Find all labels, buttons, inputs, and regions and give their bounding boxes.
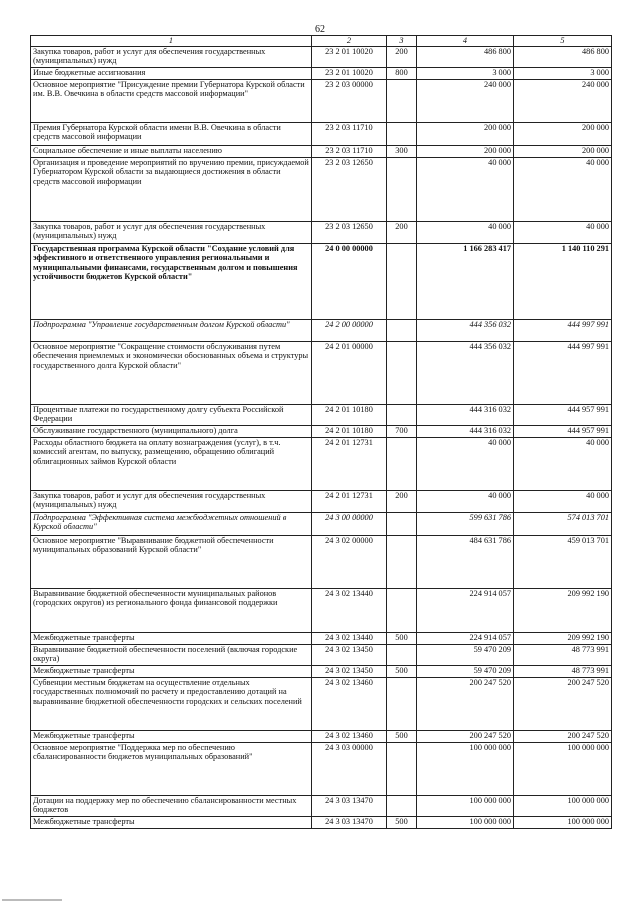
cell-v1: 59 470 209: [417, 644, 514, 665]
cell-type: 500: [387, 730, 417, 742]
cell-code: 24 3 02 13450: [312, 665, 387, 677]
cell-v2: 40 000: [514, 490, 612, 512]
cell-name: Субвенции местным бюджетам на осуществление отдельных государственных полномочий по расчету и предоставлению дотаций на выравнивание бюджетной обеспеченности городских и сельских поселений: [31, 677, 312, 730]
table-row: [31, 122, 612, 145]
cell-name: Межбюджетные трансферты: [31, 730, 312, 742]
cell-v2: 3 000: [514, 67, 612, 79]
cell-type: [387, 157, 417, 221]
cell-type: 200: [387, 490, 417, 512]
cell-type: [387, 644, 417, 665]
cell-v1: 3 000: [417, 67, 514, 79]
cell-code: 24 2 01 10180: [312, 404, 387, 425]
table-row: [31, 512, 612, 535]
cell-type: 500: [387, 665, 417, 677]
table-row: [31, 341, 612, 404]
cell-name: Межбюджетные трансферты: [31, 632, 312, 644]
table-row: [31, 490, 612, 512]
table-row: [31, 404, 612, 425]
column-header: 2: [312, 36, 387, 47]
table-row: [31, 425, 612, 437]
cell-v2: 574 013 701: [514, 512, 612, 535]
cell-v1: 40 000: [417, 490, 514, 512]
cell-type: 800: [387, 67, 417, 79]
cell-v1: 40 000: [417, 157, 514, 221]
cell-name: Основное мероприятие "Присуждение премии Губернатора Курской области им. В.В. Овечкина в области средств массовой информации": [31, 79, 312, 122]
cell-name: Межбюджетные трансферты: [31, 816, 312, 828]
cell-v2: 209 992 190: [514, 588, 612, 632]
cell-name: Основное мероприятие "Поддержка мер по обеспечению сбалансированности бюджетов муниципальных образований": [31, 742, 312, 795]
cell-name: Государственная программа Курской области "Создание условий для эффективного и ответственного управления региональными и муниципальными финансами, государственным долгом и повышения устойчивости бюджетов Курской области": [31, 243, 312, 319]
cell-v1: 40 000: [417, 437, 514, 490]
table-header-row: [31, 36, 612, 47]
cell-v2: 100 000 000: [514, 742, 612, 795]
cell-name: Основное мероприятие "Выравнивание бюджетной обеспеченности муниципальных образований Курской области": [31, 535, 312, 588]
cell-v2: 48 773 991: [514, 665, 612, 677]
column-header: 5: [514, 36, 612, 47]
cell-code: 24 3 00 00000: [312, 512, 387, 535]
scan-artifact: [2, 899, 62, 901]
cell-v2: 40 000: [514, 157, 612, 221]
cell-v2: 48 773 991: [514, 644, 612, 665]
cell-v2: 444 997 991: [514, 319, 612, 341]
table-row: [31, 816, 612, 828]
cell-type: [387, 795, 417, 816]
cell-type: [387, 404, 417, 425]
cell-v2: 200 247 520: [514, 677, 612, 730]
cell-type: [387, 243, 417, 319]
cell-type: [387, 319, 417, 341]
cell-v2: 209 992 190: [514, 632, 612, 644]
cell-v2: 444 957 991: [514, 404, 612, 425]
table-row: [31, 535, 612, 588]
cell-name: Социальное обеспечение и иные выплаты населению: [31, 145, 312, 157]
cell-name: Основное мероприятие "Сокращение стоимости обслуживания путем обеспечения приемлемых и экономически обоснованных объема и структуры государственного долга Курской области": [31, 341, 312, 404]
cell-name: Закупка товаров, работ и услуг для обеспечения государственных (муниципальных) нужд: [31, 221, 312, 243]
cell-code: 23 2 01 10020: [312, 46, 387, 67]
cell-v1: 200 247 520: [417, 677, 514, 730]
column-header: 3: [387, 36, 417, 47]
cell-v1: 1 166 283 417: [417, 243, 514, 319]
cell-name: Закупка товаров, работ и услуг для обеспечения государственных (муниципальных) нужд: [31, 46, 312, 67]
cell-code: 24 3 03 13470: [312, 816, 387, 828]
budget-table: [30, 35, 612, 829]
cell-v1: 599 631 786: [417, 512, 514, 535]
cell-v2: 200 000: [514, 145, 612, 157]
table-row: [31, 46, 612, 67]
table-row: [31, 742, 612, 795]
cell-v1: 444 316 032: [417, 404, 514, 425]
cell-code: 23 2 03 12650: [312, 221, 387, 243]
table-row: [31, 145, 612, 157]
cell-v1: 100 000 000: [417, 742, 514, 795]
cell-code: 24 2 00 00000: [312, 319, 387, 341]
table-row: [31, 67, 612, 79]
cell-v1: 486 800: [417, 46, 514, 67]
cell-code: 24 3 02 00000: [312, 535, 387, 588]
cell-v1: 444 356 032: [417, 319, 514, 341]
cell-name: Расходы областного бюджета на оплату вознаграждения (услуг), в т.ч. комиссий агентам, по выпуску, размещению, обращению облигаций облигационных займов Курской области: [31, 437, 312, 490]
cell-code: 24 3 03 00000: [312, 742, 387, 795]
cell-name: Премия Губернатора Курской области имени В.В. Овечкина в области средств массовой информации: [31, 122, 312, 145]
cell-v2: 459 013 701: [514, 535, 612, 588]
cell-code: 24 2 01 10180: [312, 425, 387, 437]
cell-v1: 444 316 032: [417, 425, 514, 437]
cell-type: 500: [387, 632, 417, 644]
cell-type: 200: [387, 221, 417, 243]
cell-type: [387, 742, 417, 795]
cell-code: 24 3 02 13460: [312, 677, 387, 730]
cell-v1: 100 000 000: [417, 816, 514, 828]
cell-type: [387, 122, 417, 145]
cell-v2: 444 957 991: [514, 425, 612, 437]
cell-code: 24 3 03 13470: [312, 795, 387, 816]
cell-name: Межбюджетные трансферты: [31, 665, 312, 677]
cell-v2: 200 000: [514, 122, 612, 145]
table-row: [31, 157, 612, 221]
table-row: [31, 79, 612, 122]
cell-v1: 100 000 000: [417, 795, 514, 816]
cell-type: [387, 79, 417, 122]
cell-name: Выравнивание бюджетной обеспеченности муниципальных районов (городских округов) из регионального фонда финансовой поддержки: [31, 588, 312, 632]
cell-name: Организация и проведение мероприятий по вручению премии, присуждаемой Губернатором Курской области за выдающиеся достижения в области средств массовой информации: [31, 157, 312, 221]
cell-code: 23 2 03 12650: [312, 157, 387, 221]
cell-code: 24 3 02 13450: [312, 644, 387, 665]
cell-v1: 200 000: [417, 145, 514, 157]
cell-v1: 240 000: [417, 79, 514, 122]
cell-name: Подпрограмма "Управление государственным долгом Курской области": [31, 319, 312, 341]
table-row: [31, 632, 612, 644]
cell-v2: 100 000 000: [514, 795, 612, 816]
cell-v2: 40 000: [514, 437, 612, 490]
table-row: [31, 243, 612, 319]
cell-name: Дотации на поддержку мер по обеспечению сбалансированности местных бюджетов: [31, 795, 312, 816]
cell-v1: 40 000: [417, 221, 514, 243]
cell-code: 24 3 02 13460: [312, 730, 387, 742]
cell-code: 23 2 01 10020: [312, 67, 387, 79]
cell-v2: 1 140 110 291: [514, 243, 612, 319]
cell-name: Обслуживание государственного (муниципального) долга: [31, 425, 312, 437]
cell-type: 500: [387, 816, 417, 828]
cell-code: 23 2 03 00000: [312, 79, 387, 122]
cell-type: [387, 437, 417, 490]
cell-name: Процентные платежи по государственному долгу субъекта Российской Федерации: [31, 404, 312, 425]
cell-name: Закупка товаров, работ и услуг для обеспечения государственных (муниципальных) нужд: [31, 490, 312, 512]
cell-v2: 200 247 520: [514, 730, 612, 742]
cell-type: [387, 341, 417, 404]
table-row: [31, 665, 612, 677]
cell-name: Выравнивание бюджетной обеспеченности поселений (включая городские округа): [31, 644, 312, 665]
cell-v1: 200 000: [417, 122, 514, 145]
cell-type: 300: [387, 145, 417, 157]
cell-code: 23 2 03 11710: [312, 122, 387, 145]
table-row: [31, 319, 612, 341]
cell-code: 24 2 01 12731: [312, 490, 387, 512]
cell-code: 24 0 00 00000: [312, 243, 387, 319]
cell-v1: 224 914 057: [417, 588, 514, 632]
column-header: 4: [417, 36, 514, 47]
cell-type: 700: [387, 425, 417, 437]
cell-name: Подпрограмма "Эффективная система межбюджетных отношений в Курской области": [31, 512, 312, 535]
cell-code: 23 2 03 11710: [312, 145, 387, 157]
cell-v2: 444 997 991: [514, 341, 612, 404]
cell-v2: 40 000: [514, 221, 612, 243]
table-row: [31, 730, 612, 742]
cell-code: 24 3 02 13440: [312, 632, 387, 644]
table-row: [31, 795, 612, 816]
cell-v1: 484 631 786: [417, 535, 514, 588]
column-header: 1: [31, 36, 312, 47]
table-row: [31, 221, 612, 243]
cell-v2: 486 800: [514, 46, 612, 67]
cell-v1: 200 247 520: [417, 730, 514, 742]
cell-code: 24 2 01 12731: [312, 437, 387, 490]
cell-v2: 240 000: [514, 79, 612, 122]
cell-code: 24 2 01 00000: [312, 341, 387, 404]
table-row: [31, 588, 612, 632]
cell-v1: 59 470 209: [417, 665, 514, 677]
cell-type: 200: [387, 46, 417, 67]
cell-v1: 444 356 032: [417, 341, 514, 404]
cell-type: [387, 535, 417, 588]
cell-type: [387, 677, 417, 730]
cell-name: Иные бюджетные ассигнования: [31, 67, 312, 79]
table-row: [31, 677, 612, 730]
cell-v2: 100 000 000: [514, 816, 612, 828]
cell-type: [387, 512, 417, 535]
page-number: 62: [315, 24, 325, 35]
table-row: [31, 644, 612, 665]
table-row: [31, 437, 612, 490]
cell-v1: 224 914 057: [417, 632, 514, 644]
cell-code: 24 3 02 13440: [312, 588, 387, 632]
cell-type: [387, 588, 417, 632]
